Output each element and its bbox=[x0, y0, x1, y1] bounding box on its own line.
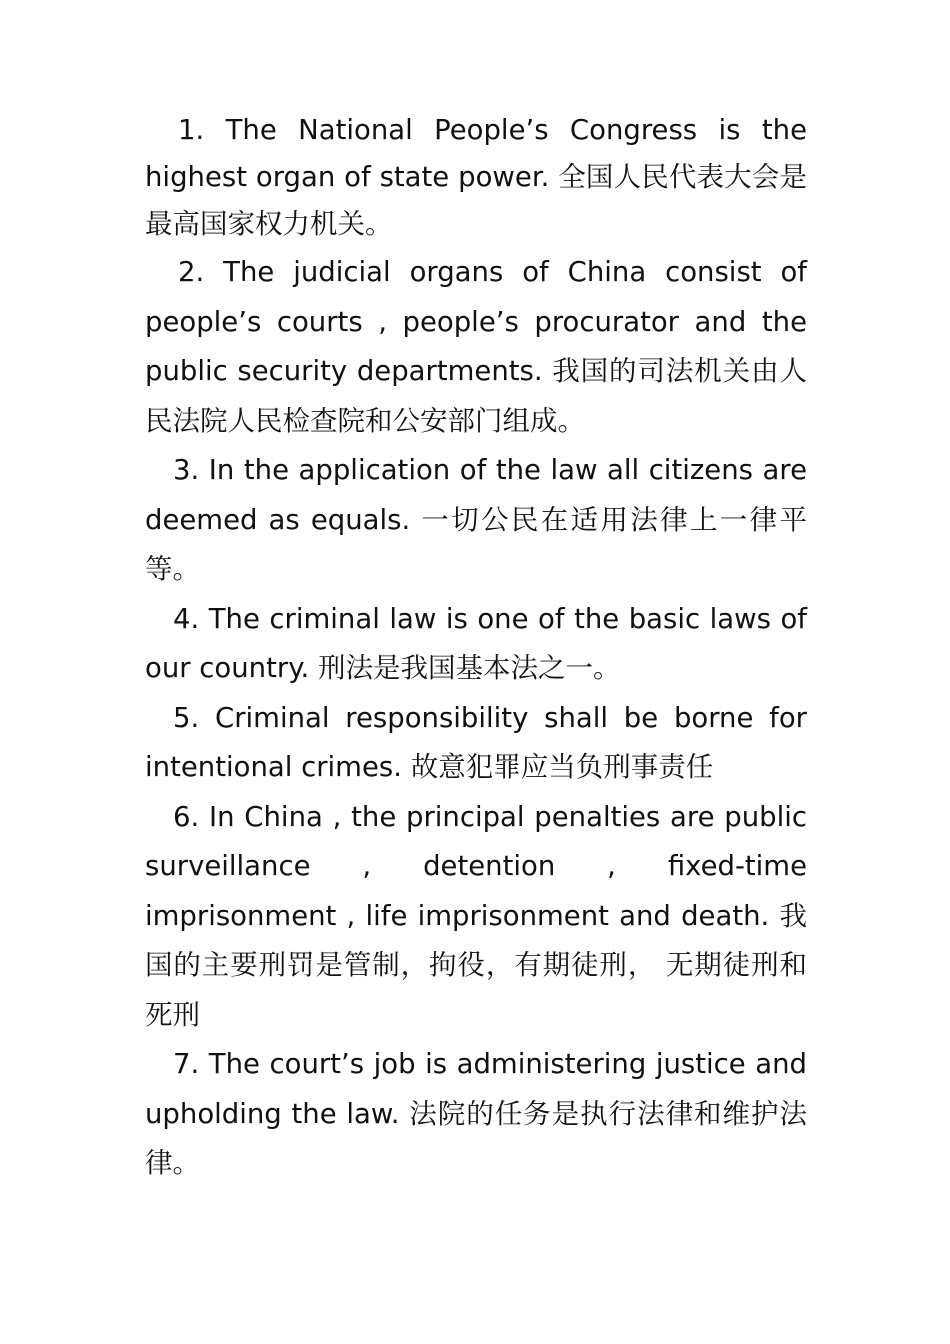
paragraph-7: 7. The court’s job is administering justice and upholding the law. 法院的任务是执行法律和维护法律。 bbox=[145, 1048, 807, 1179]
paragraph-5: 5. Criminal responsibility shall be borne for intentional crimes. 故意犯罪应当负刑事责任 bbox=[145, 701, 807, 783]
paragraph-6: 6. In China , the principal penalties are public surveillance , detention , fixed-time imprisonment , life imprisonment and death. 我国的主要刑罚是管制，拘役，有期徒刑， 无期徒刑和死刑 bbox=[145, 800, 807, 1031]
paragraph-2: 2. The judicial organs of China consist of people’s courts , people’s procurator and the public security departments. 我国的司法机关由人民法院人民检查院和公安部门组成。 bbox=[145, 256, 807, 437]
paragraph-3: 3. In the application of the law all citizens are deemed as equals. 一切公民在适用法律上一律平等。 bbox=[145, 454, 807, 585]
paragraph-4: 4. The criminal law is one of the basic laws of our country. 刑法是我国基本法之一。 bbox=[145, 602, 807, 684]
document-page bbox=[145, 107, 807, 1189]
paragraph-1: 1. The National People’s Congress is the highest organ of state power. 全国人民代表大会是最高国家权力机关。 bbox=[145, 114, 807, 240]
